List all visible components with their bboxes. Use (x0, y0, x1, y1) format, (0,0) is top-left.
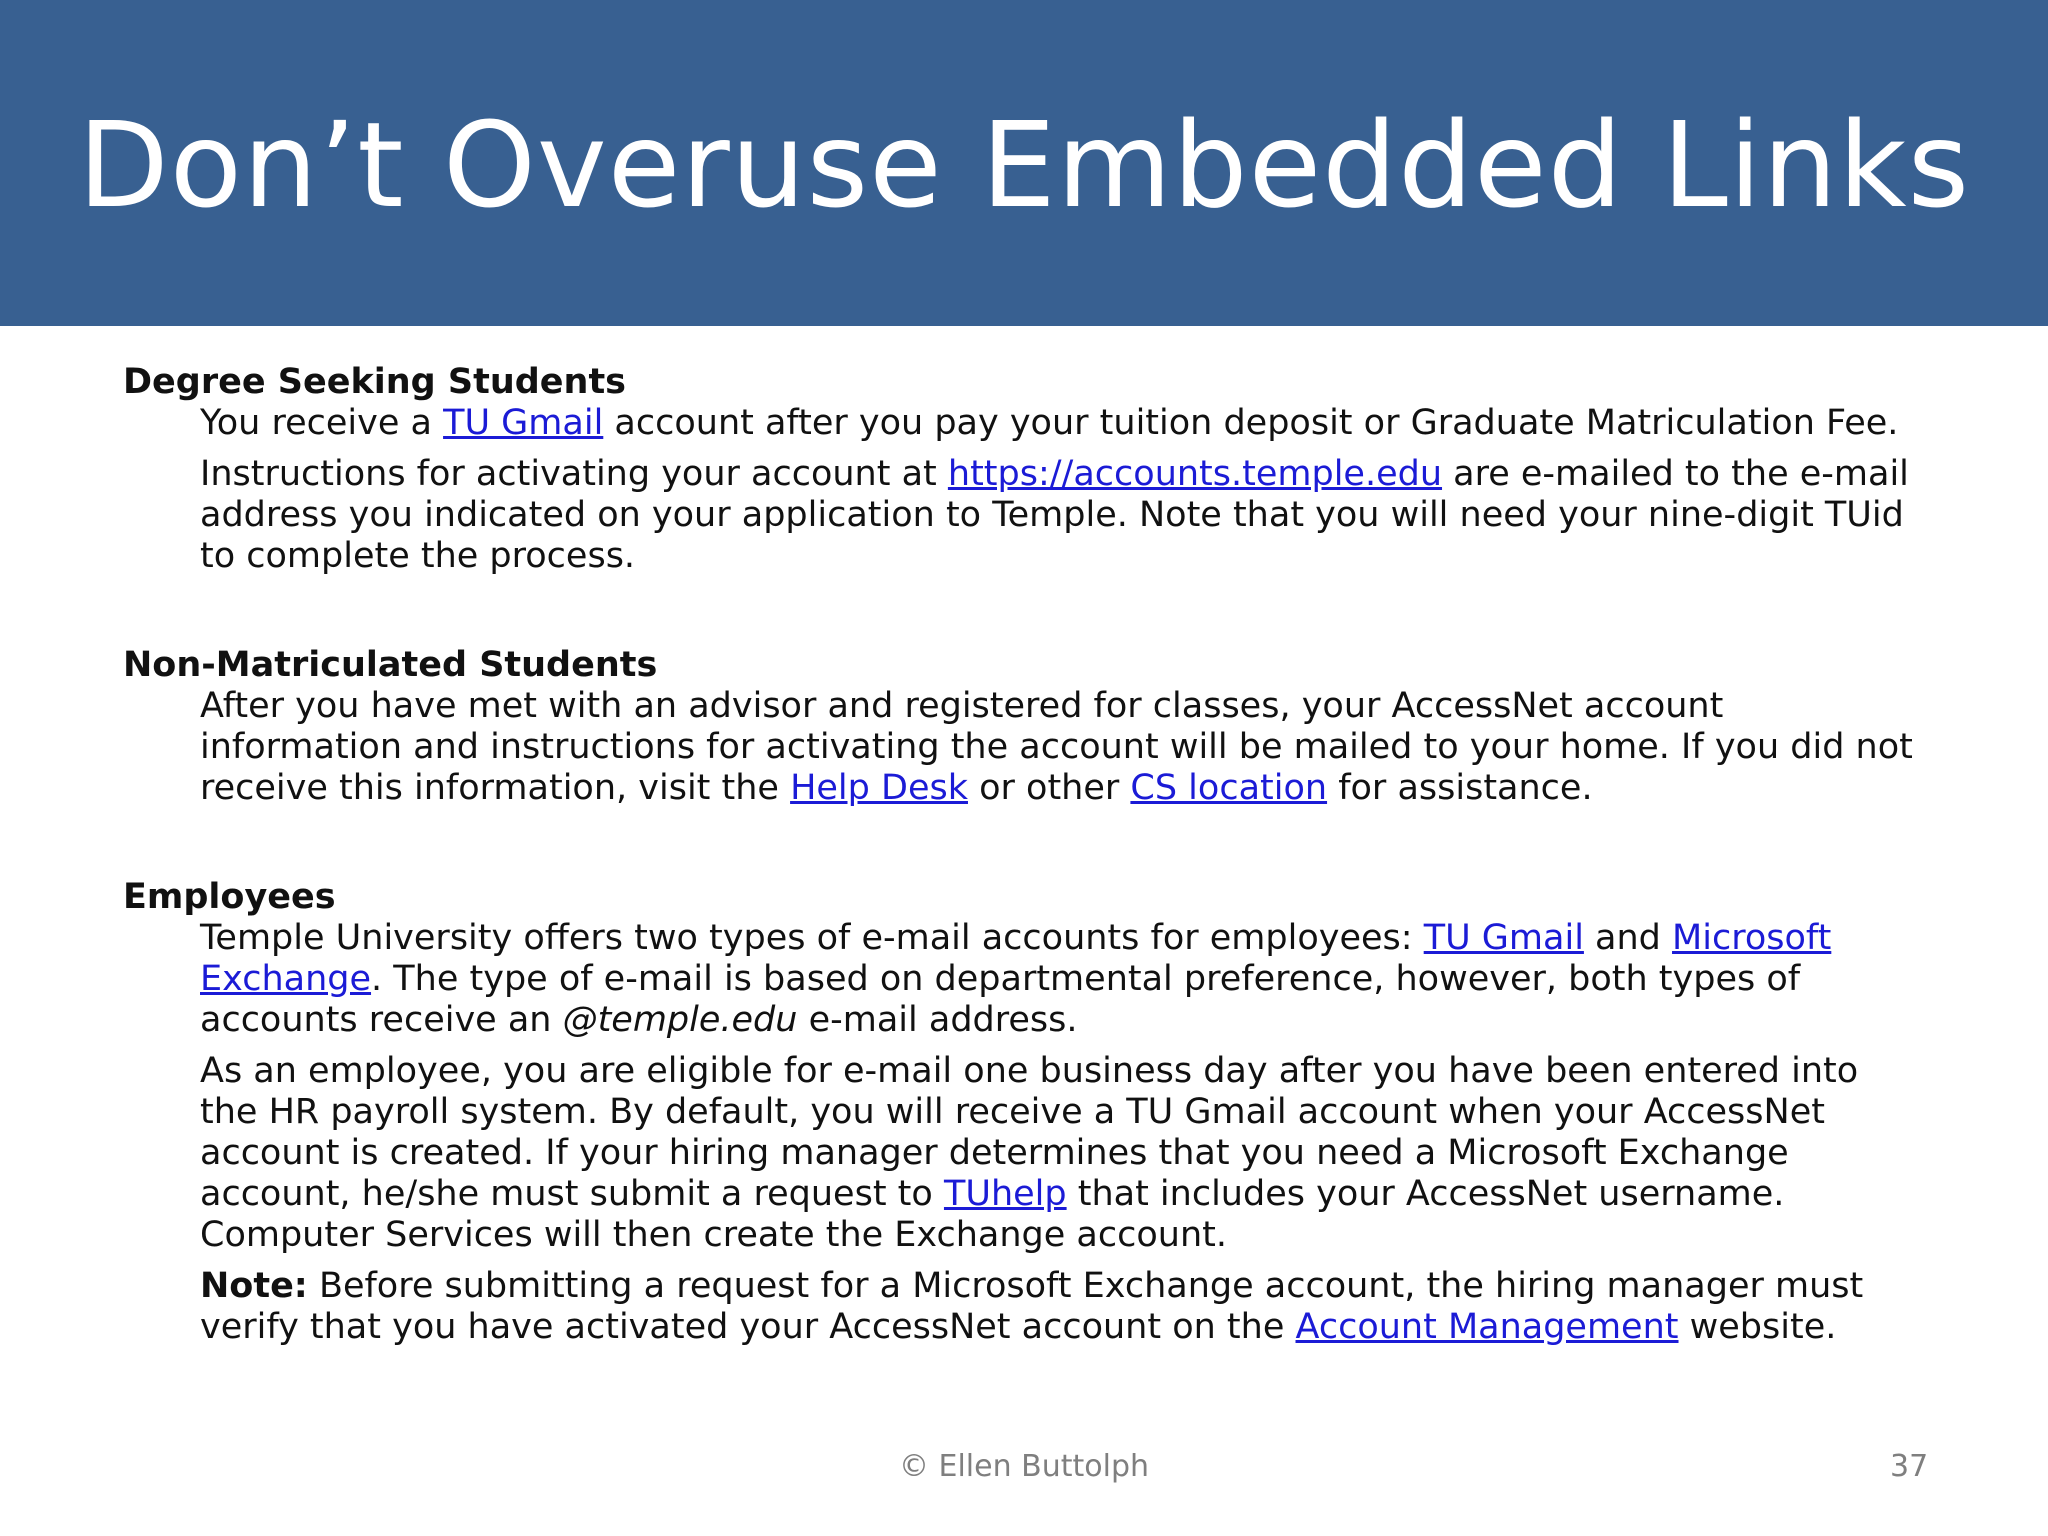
footer-copyright: © Ellen Buttolph (898, 1449, 1150, 1484)
paragraph (200, 403, 1913, 444)
accounts-temple-link[interactable]: https://accounts.temple.edu (947, 454, 1443, 494)
tu-gmail-link[interactable]: TU Gmail (443, 403, 604, 443)
text: for assistance. (1327, 768, 1593, 808)
note-label: Note: (200, 1266, 308, 1306)
page-number: 37 (1890, 1449, 1929, 1484)
text: that includes your AccessNet username. Computer Services will then create the Exchange account. (200, 1174, 1785, 1255)
section-non-matriculated (123, 645, 1913, 809)
cs-location-link[interactable]: CS location (1130, 768, 1328, 808)
spacer (123, 819, 1913, 877)
text: Temple University offers two types of e-mail accounts for employees: (200, 918, 1424, 958)
text: e-mail address. (797, 1000, 1078, 1040)
text: After you have met with an advisor and registered for classes, your AccessNet account information and instructions for activating the account will be mailed to your home. If you did not receive this information, visit the (200, 686, 1913, 808)
text: . The type of e-mail is based on departmental preference, however, both types of accounts receive an (200, 959, 1801, 1040)
text: account after you pay your tuition deposit or Graduate Matriculation Fee. (603, 403, 1899, 443)
tu-gmail-link[interactable]: TU Gmail (1423, 918, 1584, 958)
text: Instructions for activating your account at (200, 454, 948, 494)
text: You receive a (200, 403, 444, 443)
text: are e-mailed to the e-mail address you indicated on your application to Temple. Note that you will need your nine-digit TUid to complete the process. (200, 454, 1909, 576)
slide-content (123, 362, 1913, 1358)
text: or other (967, 768, 1131, 808)
slide-title: Don’t Overuse Embedded Links (77, 96, 1971, 234)
tuhelp-link[interactable]: TUhelp (943, 1174, 1067, 1214)
help-desk-link[interactable]: Help Desk (790, 768, 968, 808)
section-heading: Employees (123, 877, 336, 917)
paragraph (200, 454, 1913, 577)
paragraph (200, 918, 1913, 1041)
paragraph (200, 686, 1913, 809)
paragraph (200, 1051, 1913, 1256)
text: website. (1678, 1307, 1837, 1347)
spacer (123, 587, 1913, 645)
text: and (1583, 918, 1673, 958)
account-management-link[interactable]: Account Management (1295, 1307, 1679, 1347)
text: Before submitting a request for a Microsoft Exchange account, the hiring manager must verify that you have activated your AccessNet account on the (200, 1266, 1864, 1347)
section-heading: Non-Matriculated Students (123, 645, 658, 685)
section-heading: Degree Seeking Students (123, 362, 627, 402)
paragraph (200, 1266, 1913, 1348)
microsoft-exchange-link[interactable]: Microsoft Exchange (200, 918, 1832, 999)
section-degree-seeking (123, 362, 1913, 577)
title-bar (0, 0, 2048, 326)
email-domain: @temple.edu (562, 1000, 798, 1040)
text: As an employee, you are eligible for e-mail one business day after you have been entered into the HR payroll system. By default, you will receive a TU Gmail account when your AccessNet account is created. If your hiring manager determines that you need a Microsoft Exchange account, he/she must submit a request to (200, 1051, 1859, 1214)
section-employees (123, 877, 1913, 1348)
